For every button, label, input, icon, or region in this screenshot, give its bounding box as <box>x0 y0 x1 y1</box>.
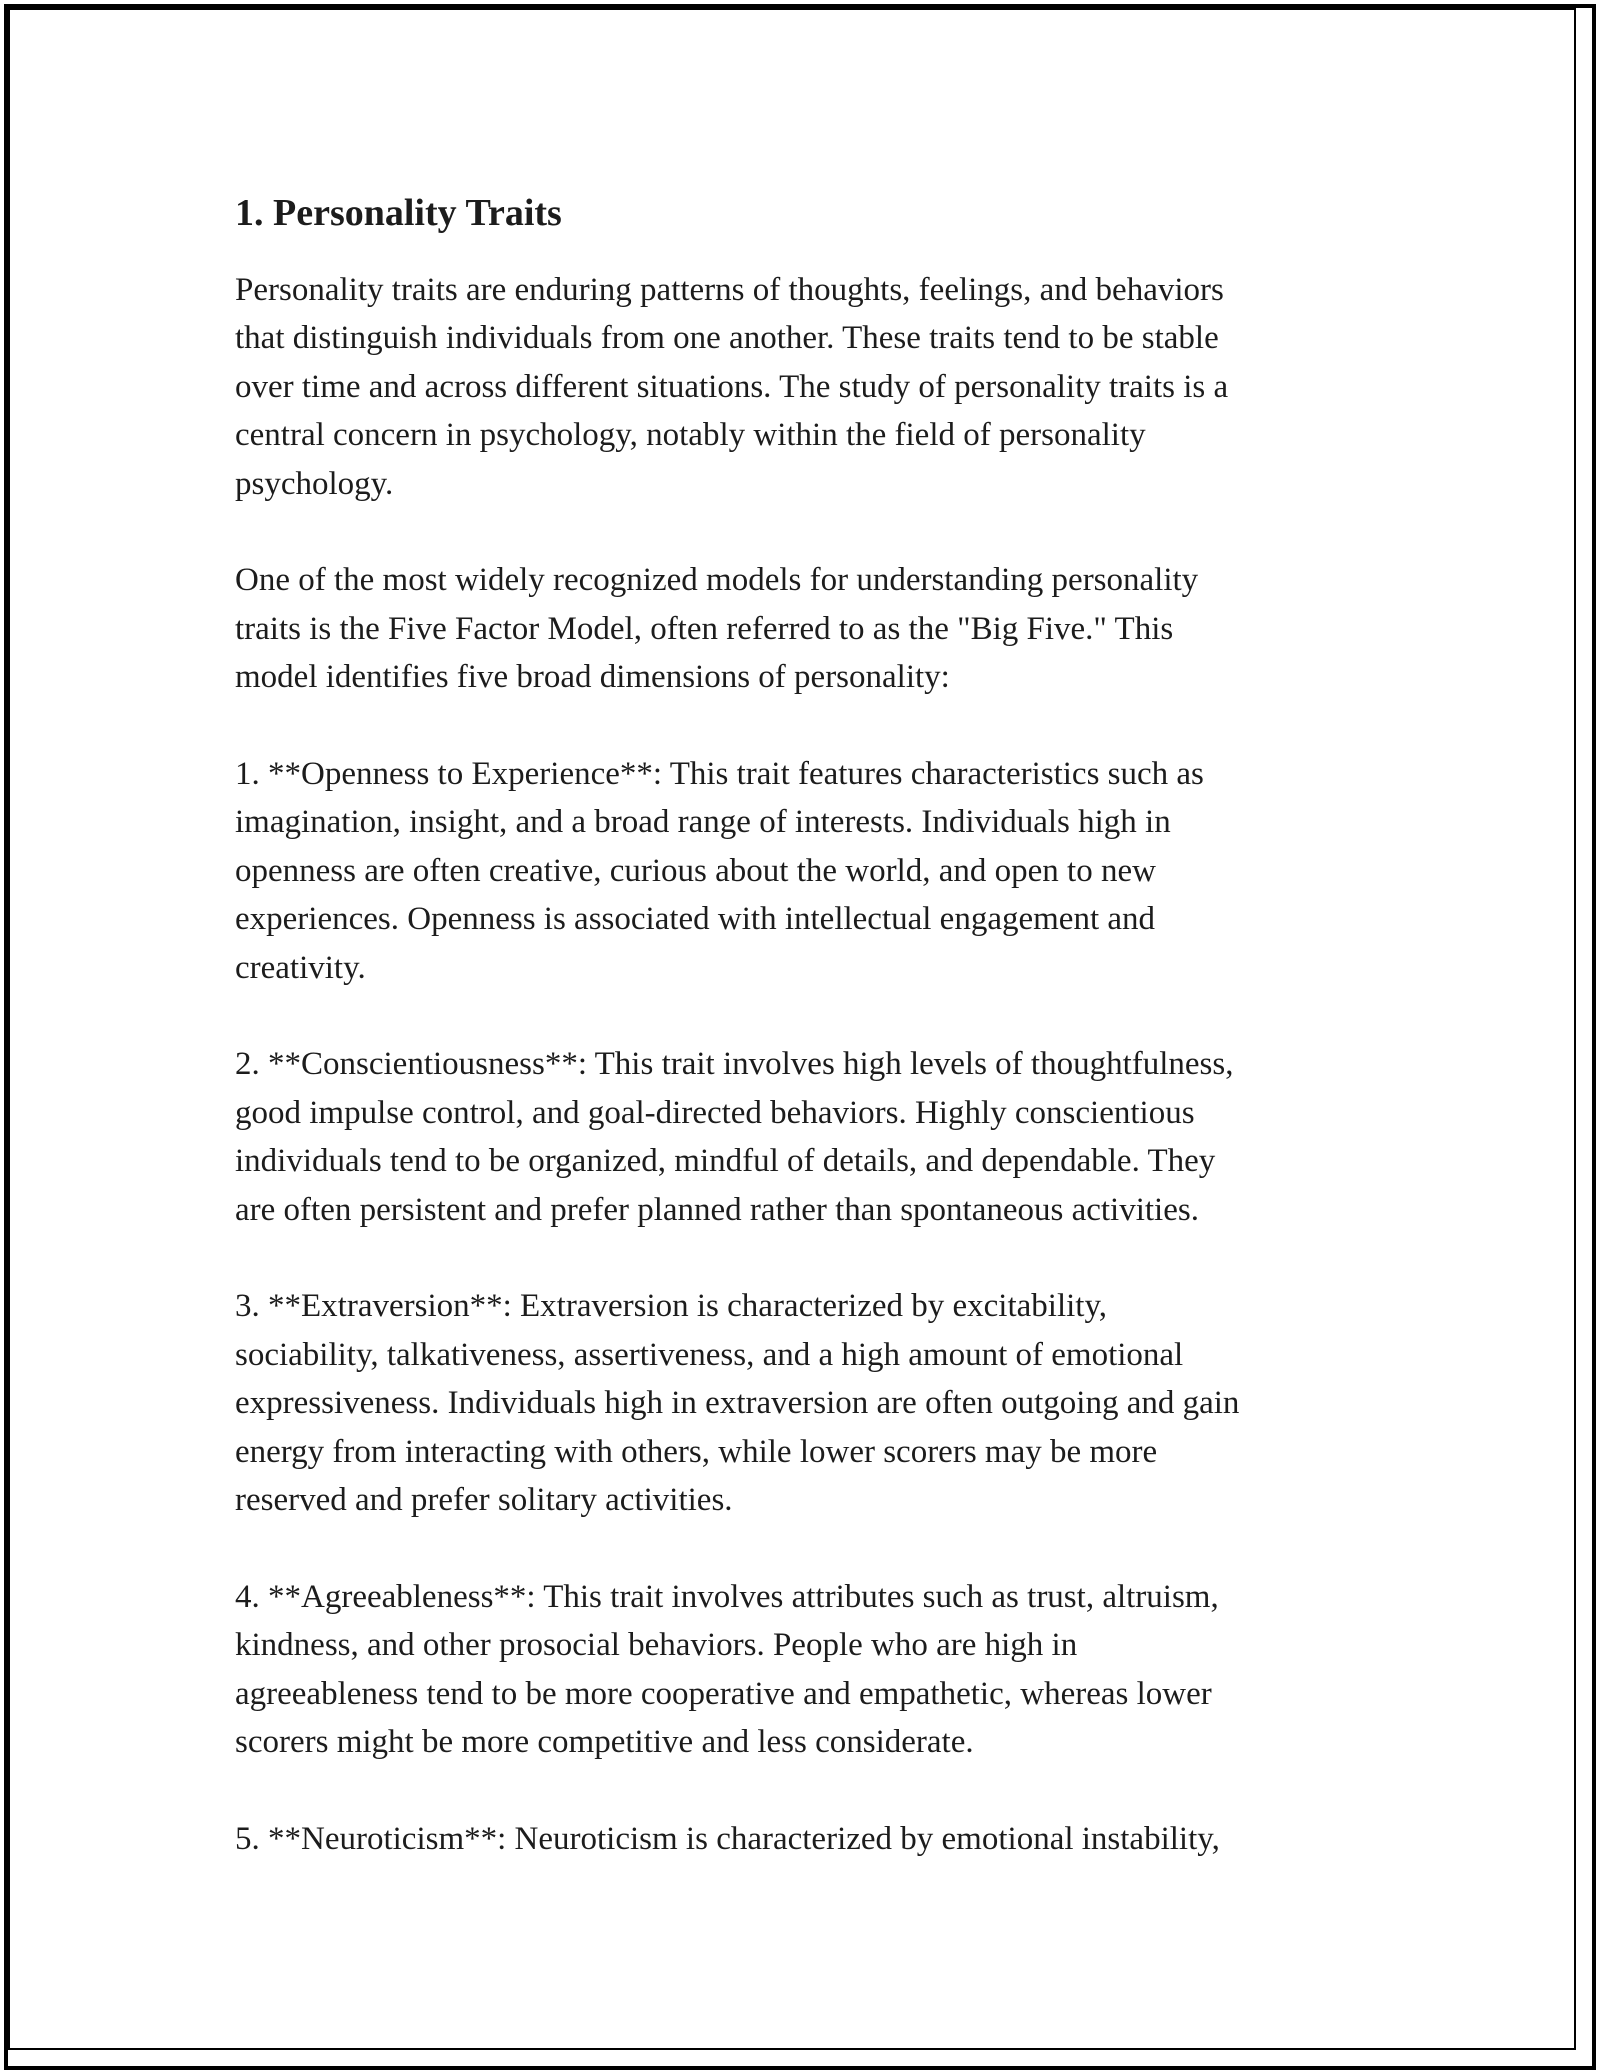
text-line: 4. **Agreeableness**: This trait involves attributes such as trust, altruism, <box>235 1578 1219 1615</box>
agreeableness-paragraph <box>235 1573 1385 1767</box>
text-line: energy from interacting with others, while lower scorers may be more <box>235 1433 1158 1470</box>
section-heading: 1. Personality Traits <box>235 192 562 234</box>
text-line: imagination, insight, and a broad range of interests. Individuals high in <box>235 804 1171 841</box>
text-line: psychology. <box>235 465 394 502</box>
text-line: 3. **Extraversion**: Extraversion is characterized by excitability, <box>235 1288 1108 1325</box>
intro-paragraph <box>235 266 1385 508</box>
text-line: individuals tend to be organized, mindful of details, and dependable. They <box>235 1143 1216 1180</box>
text-line: experiences. Openness is associated with intellectual engagement and <box>235 901 1156 938</box>
text-line: are often persistent and prefer planned rather than spontaneous activities. <box>235 1191 1199 1228</box>
conscientiousness-paragraph <box>235 1040 1385 1234</box>
text-line: that distinguish individuals from one another. These traits tend to be stable <box>235 320 1219 357</box>
text-line: 5. **Neuroticism**: Neuroticism is characterized by emotional instability, <box>235 1820 1220 1857</box>
big-five-intro-paragraph <box>235 556 1385 701</box>
document-body <box>235 186 1385 1863</box>
openness-paragraph <box>235 750 1385 992</box>
text-line: creativity. <box>235 949 366 986</box>
text-line: traits is the Five Factor Model, often referred to as the "Big Five." This <box>235 610 1174 647</box>
text-line: expressiveness. Individuals high in extraversion are often outgoing and gain <box>235 1385 1240 1422</box>
text-line: agreeableness tend to be more cooperative and empathetic, whereas lower <box>235 1675 1212 1712</box>
neuroticism-paragraph <box>235 1815 1385 1863</box>
text-line: Personality traits are enduring patterns of thoughts, feelings, and behaviors <box>235 272 1224 308</box>
text-line: central concern in psychology, notably within the field of personality <box>235 417 1146 454</box>
text-line: sociability, talkativeness, assertiveness, and a high amount of emotional <box>235 1336 1184 1373</box>
text-line: kindness, and other prosocial behaviors. People who are high in <box>235 1627 1078 1664</box>
text-line: 2. **Conscientiousness**: This trait involves high levels of thoughtfulness, <box>235 1046 1234 1083</box>
text-line: 1. **Openness to Experience**: This trait features characteristics such as <box>235 756 1204 793</box>
text-line: openness are often creative, curious about the world, and open to new <box>235 852 1156 889</box>
text-line: over time and across different situations. The study of personality traits is a <box>235 368 1229 405</box>
text-line: good impulse control, and goal-directed behaviors. Highly conscientious <box>235 1094 1195 1131</box>
text-line: scorers might be more competitive and less considerate. <box>235 1724 974 1761</box>
text-line: model identifies five broad dimensions of personality: <box>235 659 950 696</box>
extraversion-paragraph <box>235 1282 1385 1524</box>
text-line: One of the most widely recognized models for understanding personality <box>235 562 1199 599</box>
text-line: reserved and prefer solitary activities. <box>235 1482 733 1519</box>
